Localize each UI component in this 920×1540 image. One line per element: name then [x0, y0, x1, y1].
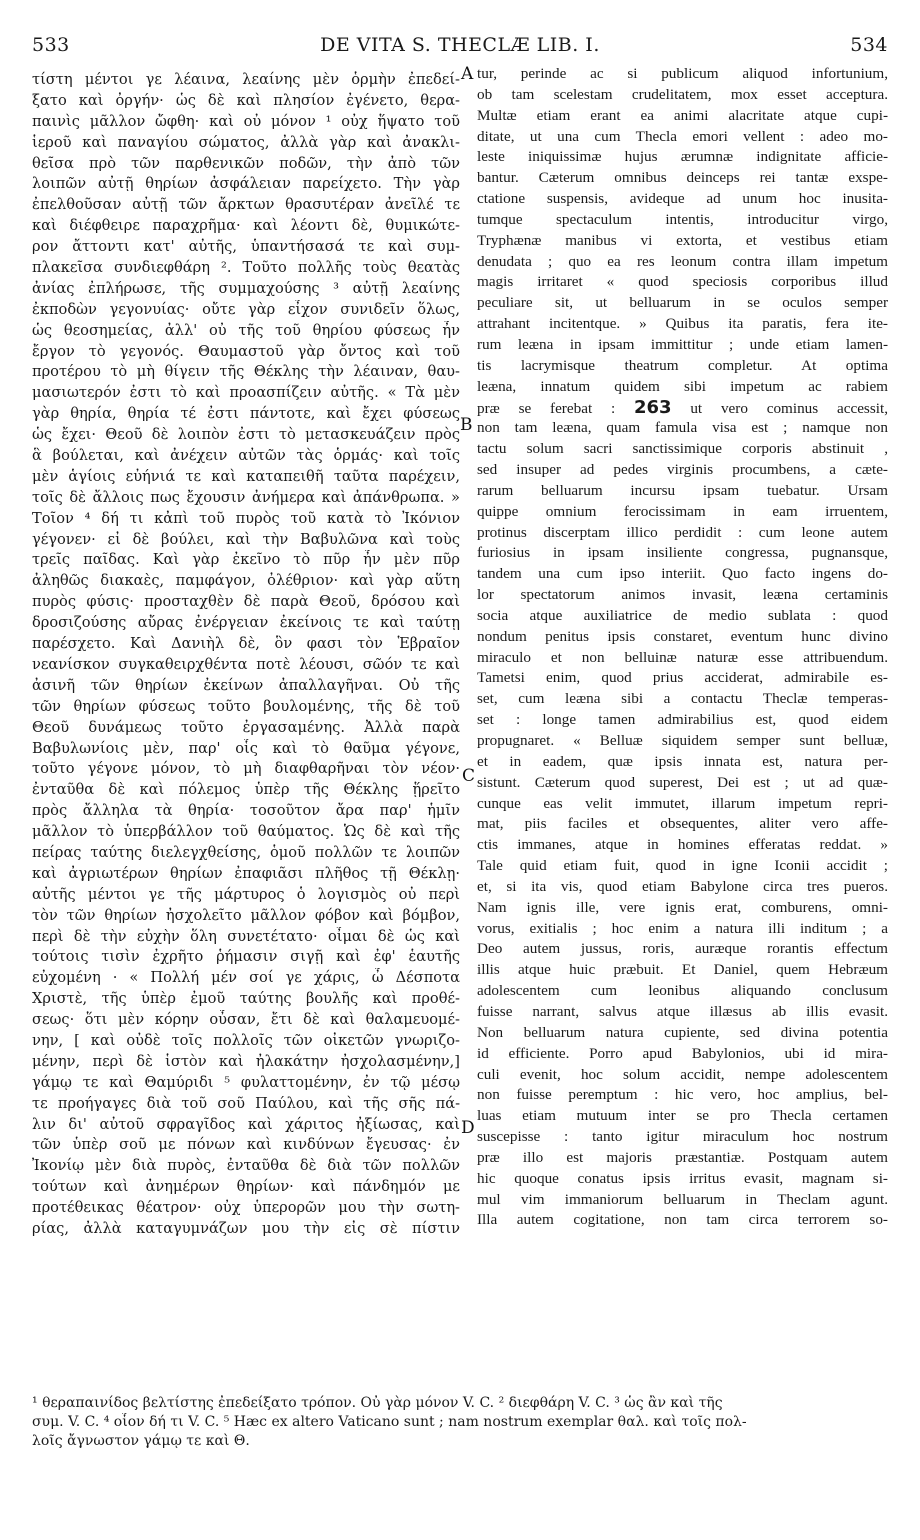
greek-text-line: Βαβυλωνίοις μὲν, παρ' οἷς καὶ τὸ θαῦμα γέγονε,: [32, 739, 460, 757]
greek-text-line: τῶν ὑπὲρ σοῦ με πόνων καὶ κινδύνων ἔγευσας· ἐν: [32, 1136, 460, 1154]
greek-text-line: ρον ἄττοντι κατ' αὐτῆς, ὑπαντήσασά τε καὶ συμ-: [32, 238, 460, 256]
greek-text-line: ἐνταῦθα δὲ καὶ πόλεμος ὑπὲρ τῆς Θέκλης ᾕρεῖτο: [32, 781, 460, 799]
greek-text-line: τὸν τῶν θηρίων ἠσχολεῖτο μᾶλλον φόβον καὶ βόμβον,: [32, 906, 460, 924]
latin-text-line: suscepisse : tanto igitur miraculum hoc nostrum: [477, 1128, 888, 1146]
latin-text-line: illis atque huic præbuit. Et Daniel, quem Hebræum: [477, 961, 888, 979]
greek-text-line: προτέρου τὸ μὴ θίγειν τῆς Θέκλης τὴν λέαιναν, θαυ-: [32, 363, 460, 381]
latin-text-line: nondum penitus ipsis constaret, eventum hunc divino: [477, 627, 888, 645]
greek-text-line: ἀνίας ἐπλήρωσε, τῆς συμμαχούσης ³ αὐτῇ λεαίνης: [32, 279, 460, 297]
greek-text-line: τίστη μέντοι γε λέαινα, λεαίνης μὲν ὁρμὴν ἐπεδεί-: [32, 71, 460, 88]
greek-text-line: Θεοῦ δυνάμεως τοῦτο ἐργασαμένης. Ἀλλὰ παρὰ: [32, 718, 460, 736]
running-header: [32, 34, 888, 60]
latin-text-line: vorus, exitialis ; hoc enim a natura illi inditum ; a: [477, 919, 888, 937]
greek-text-line: γὰρ θηρία, θηρία τέ ἐστι πάντοτε, καὶ ἔχει φύσεως: [32, 405, 460, 423]
greek-text-line: αὐτῆς μέντοι γε τῆς μάρτυρος ὁ λογισμὸς οὐ περὶ: [32, 885, 460, 903]
greek-text-line: ἀσινῆ τῶν θηρίων ἐκείνων ἀπαλλαγῆναι. Οὐ τῆς: [32, 676, 460, 694]
latin-text-line: et, si ita vis, quod etiam Babylone circa tres pueros.: [477, 877, 888, 895]
greek-text-line: τῶν θηρίων φύσεως τοῦτο βουλομένης, τῆς δὲ τοῦ: [32, 697, 460, 715]
latin-text-line: protinus discerptam illico perdidit : cum leone autem: [477, 523, 888, 541]
greek-text-line: λιν δι' αὐτοῦ σφραγῖδος καὶ χάριτος ἠξίωσας, καὶ: [32, 1115, 460, 1133]
greek-text-line: γάμῳ τε καὶ Θαμύριδι ⁵ φυλαττομένην, ἐν τῷ μέσῳ: [32, 1073, 460, 1091]
greek-text-column: [32, 70, 460, 1240]
latin-text-line: Non belluarum natura cupiente, sed divina potentia: [477, 1023, 888, 1041]
greek-text-line: μᾶλλον τὸ ὑπερβάλλον τοῦ θαύματος. Ὡς δὲ καὶ τῆς: [32, 823, 460, 841]
greek-text-line: τούτων καὶ ἀνημέρων θηρίων· καὶ πάνδημόν με: [32, 1178, 460, 1196]
greek-text-line: νεανίσκον συγκαθειρχθέντα ποτὲ λέουσι, σῶόν τε καὶ: [32, 655, 460, 673]
greek-text-line: τρεῖς παῖδας. Καὶ γὰρ ἐκεῖνο τὸ πῦρ ἦν μὲν πῦρ: [32, 551, 460, 569]
greek-text-line: ὡς ἔχει· Θεοῦ δὲ λοιπὸν ἐστι τὸ μετασκευάζειν πρὸς: [32, 426, 460, 444]
latin-text-line: propugnaret. « Belluæ siquidem semper sunt belluæ,: [477, 732, 888, 749]
greek-text-line: θεῖσα πρὸ τῶν παρθενικῶν ποδῶν, τὴν ἀπὸ τῶν: [32, 154, 460, 172]
latin-text-line: bantur. Cæterum omnibus deinceps rei tantæ exspe-: [477, 169, 888, 187]
greek-text-line: σεως· ὅτι μὲν κόρην οὖσαν, ἔτι δὲ καὶ θαλαμευομέ-: [32, 1011, 460, 1029]
section-marker-b: B: [460, 415, 473, 435]
latin-text-column: [477, 64, 888, 1231]
greek-text-line: εὐχομένη · « Πολλή μέν σοί γε χάρις, ὦ Δέσποτα: [32, 969, 460, 987]
greek-text-line: μὲν ἁγίοις εὐήνιά τε καὶ καταπειθῆ ταῦτα παρέχειν,: [32, 467, 460, 485]
greek-text-line: μασιωτερόν ἐστι τὸ καὶ προασπίζειν αὐτῆς. « Τὰ μὲν: [32, 384, 460, 402]
latin-text-line: socia atque auxiliatrice de medio sublata : quod: [477, 606, 888, 624]
greek-text-line: παινὶς μᾶλλον ὤφθη· καὶ οὐ μόνον ¹ οὐχ ἥψατο τοῦ: [32, 112, 460, 130]
greek-text-line: ἐκποδὼν γεγονυίας· οὔτε γὰρ εἶχον συνιδεῖν ὅλως,: [32, 300, 460, 318]
latin-text-line: tis lacrymisque theatrum completur. At optima: [477, 356, 888, 374]
greek-text-line: ἃ βούλεται, καὶ ἀνέχειν αὐτῶν τὰς ὁρμάς· καὶ τοῖς: [32, 447, 460, 465]
greek-text-line: ἔργον τὸ γεγονός. Θαυμαστοῦ γὰρ ὄντος καὶ τοῦ: [32, 342, 460, 360]
greek-text-line: πλακεῖσα συνδιεφθάρη ². Τοῦτο πολλῆς τοὺς θεατὰς: [32, 259, 460, 277]
latin-text-line: præ illo est majoris præstantiæ. Postquam autem: [477, 1148, 888, 1166]
latin-text-line: non tam leæna, quam famula visa est ; namque non: [477, 419, 888, 437]
latin-text-line: Tametsi enim, quod prius acciderat, admirabile es-: [477, 669, 888, 687]
greek-text-line: ἐπελθοῦσαν αὐτῇ τῶν ἄρκτων θρασυτέραν ἀνεῖλέ τε: [32, 196, 460, 214]
greek-text-line: μένην, περὶ δὲ ἱστὸν καὶ ἠλακάτην ἠσχολασμένην,]: [32, 1052, 460, 1070]
latin-text-line: tandem una cum ipso interiit. Quo facto ingens do-: [477, 565, 888, 583]
greek-text-line: γέγονεν· εἰ δὲ βούλει, καὶ τὴν Βαβυλῶνα καὶ τοὺς: [32, 530, 460, 548]
latin-text-line: leæna, innatum quidem sibi impetum ac rabiem: [477, 377, 888, 395]
latin-text-line: magis irritaret « quod speciosis corporibus illud: [477, 273, 888, 291]
latin-text-line: cunque eas velit immutet, illarum impetum repri-: [477, 794, 888, 812]
latin-text-line: set : longe tamen admirabilius est, quod eidem: [477, 711, 888, 729]
latin-text-line: set, cum leæna sibi a contactu Theclæ temperas-: [477, 690, 888, 708]
latin-text-line: mat, piis faciles et obsequentes, aliter vero affe-: [477, 815, 888, 833]
footnote-line: συμ. V. C. ⁴ οἷον δή τι V. C. ⁵ Hæc ex altero Vaticano sunt ; nam nostrum exemplar θαλ. καὶ τοῖς πολ-: [32, 1414, 747, 1430]
greek-text-line: ξατο καὶ ὀργήν· ὡς δὲ καὶ πλησίον ἐγένετο, θερα-: [32, 91, 460, 109]
latin-text-line: lor spectatorum animos invasit, leæna certaminis: [477, 586, 888, 604]
latin-text-line: luas etiam mutuum inter se pro Thecla certamen: [477, 1107, 888, 1125]
latin-text-line: Illa autem cogitatione, non tam circa terrorem so-: [477, 1211, 888, 1229]
latin-text-line: rum leæna in ipsam immittitur ; unde etiam lamen-: [477, 335, 888, 353]
page-number-right: 534: [850, 34, 888, 56]
greek-text-line: ρίας, ἀλλὰ καταγυμνάζων μου τὴν εἰς σὲ πίστιν: [32, 1219, 460, 1237]
latin-text-line: sistunt. Cæterum quod superest, Dei est ; ut ad quæ-: [477, 773, 888, 791]
latin-text-line: ctis immanes, atque in homines efferatas reddat. »: [477, 836, 888, 854]
latin-text-line: miraculo et non belluinæ naturæ esse attribuendum.: [477, 648, 888, 666]
greek-text-line: νην, [ καὶ οὐδὲ τοῖς πολλοῖς τῶν οἰκετῶν γνωριζο-: [32, 1031, 460, 1049]
greek-text-line: περὶ δὲ τὴν εὐχὴν ὅλη συνετέτατο· οἶμαι δὲ ὡς καὶ: [32, 927, 460, 945]
section-marker-c: C: [462, 766, 476, 786]
latin-text-line: tactu solum sacri sanctissimique corporis abstinuit ,: [477, 440, 888, 458]
greek-text-line: τε προήγαγες διὰ τοῦ σοῦ Παύλου, καὶ τῆς σῆς πά-: [32, 1094, 460, 1112]
greek-text-line: δροσιζούσης αὔρας ἐνέργειαν ἐκείνοις τε καὶ ταύτῃ: [32, 614, 460, 632]
greek-text-line: ἀληθῶς διακαὲς, παμφάγον, ὀλέθριον· καὶ γὰρ αὕτη: [32, 572, 460, 590]
page-number-left: 533: [32, 34, 70, 56]
footnote-line: λοῖς ἄγνωστον γάμῳ τε καὶ Θ.: [32, 1433, 250, 1449]
greek-text-line: πρὸς ἄλληλα τὰ θηρία· τοσοῦτον ἄρα παρ' ἡμῖν: [32, 802, 460, 820]
latin-text-line: ditate, ut una cum Thecla emori vellent : adeo mo-: [477, 127, 888, 145]
latin-text-line: attrahant incitentque. » Quibus ita paratis, fera ite-: [477, 315, 888, 333]
latin-text-line: rarum belluarum incursu ipsam tuebatur. Ursam: [477, 481, 888, 499]
latin-text-line: denudata ; quo ea res leonum contra illam impetum: [477, 252, 888, 270]
greek-text-line: ὡς θεοσημείας, ἀλλ' οὐ τῆς τοῦ θηρίου φύσεως ἦν: [32, 321, 460, 339]
latin-text-line: leste iniquissimæ hujus ærumnæ indignitate afficie-: [477, 148, 888, 166]
latin-text-line: et in eadem, quæ ipsis innata est, natura per-: [477, 752, 888, 770]
latin-text-line: ob tam scelestam crudelitatem, mox esset acceptura.: [477, 85, 888, 103]
latin-text-line: Tale quid etiam fuit, quod in igne Iconii accidit ;: [477, 857, 888, 875]
latin-text-line: adolescentem cum leonibus aliquando conclusum: [477, 982, 888, 1000]
latin-text-line: Multæ etiam erant ea animi alacritate atque cupi-: [477, 106, 888, 124]
latin-text-line: furiosius in ipsam insiliente congressa, pugnansque,: [477, 544, 888, 562]
section-marker-a: A: [461, 64, 474, 84]
greek-text-line: λοιπῶν αὐτῇ θηρίων ἀσφάλειαν παρείχετο. Τὴν γὰρ: [32, 175, 460, 193]
greek-text-line: παρέσχετο. Καὶ Δανιὴλ δὲ, ὃν φασι τὸν Ἑβραῖον: [32, 635, 460, 653]
latin-text-line: ctatione suspensis, avideque ad unum hoc inusita-: [477, 190, 888, 208]
latin-text-line: id efficiente. Porro apud Babylonios, ubi id mira-: [477, 1044, 888, 1062]
latin-text-line: Tryphænæ manibus vi extorta, et vestibus etiam: [477, 231, 888, 249]
greek-text-line: τούτοις τισὶν ἐχρῆτο ῥήμασιν σιγῇ καὶ ἐφ' ἑαυτῆς: [32, 948, 460, 966]
latin-text-line: tumque spectaculum intentis, introducitur virgo,: [477, 210, 888, 228]
greek-text-line: τοῖς δὲ ἄλλοις πως ἔχουσιν ἀνήμερα καὶ ἀπάνθρωπα. »: [32, 488, 460, 506]
greek-text-line: Τοῖον ⁴ δή τι κἀπὶ τοῦ πυρὸς τοῦ κατὰ τὸ Ἰκόνιον: [32, 509, 460, 527]
latin-text-line: tur, perinde ac si publicum aliquod infortunium,: [477, 65, 888, 82]
latin-text-line: peculiare sit, ut belluarum in se oculos semper: [477, 294, 888, 312]
latin-text-line: fuisse narrant, salvus atque illæsus ab illis evasit.: [477, 1002, 888, 1020]
running-title: DE VITA S. THECLÆ LIB. I.: [320, 34, 600, 56]
latin-text-line: non fuisse peremptum : hic vero, hoc amplius, bel-: [477, 1086, 888, 1104]
latin-text-line: præ se ferebat : 263 ut vero cominus accessit,: [477, 397, 888, 418]
greek-text-line: πείρας ταύτης διελεγχθείσης, ὁμοῦ πολλῶν τε λοιπῶν: [32, 843, 460, 861]
latin-text-line: sed insuper ad pedes virginis procumbens, a cæte-: [477, 461, 888, 479]
latin-text-line: hic quoque conatus ipsis irritus evasit, magnam si-: [477, 1169, 888, 1187]
greek-text-line: Χριστὲ, τῆς ὑπὲρ ἐμοῦ ταύτης βουλῆς καὶ προθέ-: [32, 990, 460, 1008]
greek-text-line: τοῦτο γέγονε μόνον, τὸ μὴ διαφθαρῆναι τὸν νέον·: [32, 760, 460, 778]
latin-text-line: Deo autem jussus, roris, auræque rorantis effectum: [477, 940, 888, 958]
latin-text-line: culi evenit, hoc solum accidit, nempe adolescentem: [477, 1065, 888, 1083]
latin-text-line: Nam ignis ille, vere ignis erat, comburens, omni-: [477, 898, 888, 916]
greek-text-line: προτέθεικας θέατρον· οὐχ ὑπερορῶν μου τὴν σωτη-: [32, 1199, 460, 1217]
section-marker-d: D: [461, 1118, 475, 1138]
latin-text-line: mul vim immaniorum belluarum in Theclam agunt.: [477, 1190, 888, 1208]
column-number: 263: [633, 397, 672, 418]
greek-text-line: ἱεροῦ καὶ παναγίου σώματος, ἀλλὰ γὰρ καὶ ἀνακλι-: [32, 133, 460, 151]
footnote-line: ¹ θεραπαινίδος βελτίστης ἐπεδείξατο τρόπον. Οὐ γὰρ μόνον V. C. ² διεφθάρη V. C. ³ ὡς ἂν καὶ τῆς: [32, 1395, 723, 1411]
greek-text-line: Ἰκονίῳ μὲν διὰ πυρὸς, ἐνταῦθα δὲ διὰ τῶν πολλῶν: [32, 1157, 460, 1175]
greek-text-line: καὶ ἀγριωτέρων θηρίων ἐπαφιᾶσι πλῆθος τῇ Θέκλῃ·: [32, 864, 460, 882]
greek-text-line: καὶ διέφθειρε παραχρῆμα· καὶ λέοντι δὲ, θυμικώτε-: [32, 217, 460, 235]
latin-text-line: quippe omnium ferocissimam in eam irruentem,: [477, 502, 888, 520]
greek-text-line: πυρὸς φύσις· προσταχθὲν δὲ παρὰ Θεοῦ, δρόσου καὶ: [32, 593, 460, 611]
footnotes: [32, 1394, 888, 1451]
